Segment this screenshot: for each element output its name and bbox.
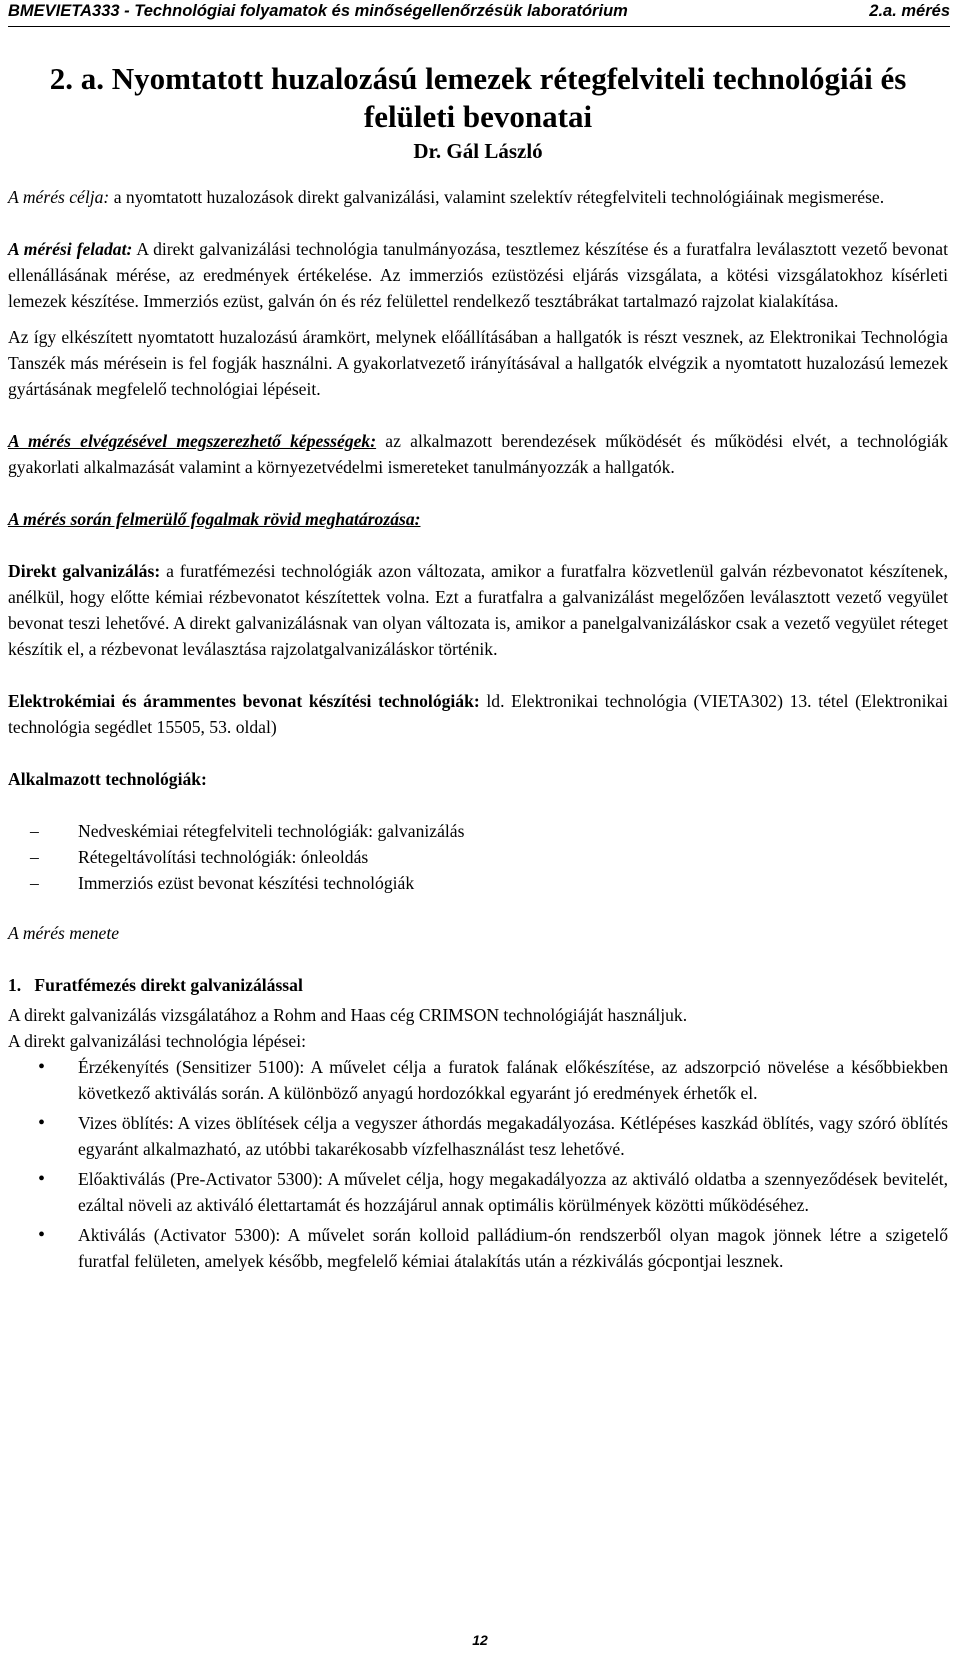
- section1-number: 1.: [8, 975, 22, 995]
- page-title: 2. a. Nyomtatott huzalozású lemezek rétegfelviteli technológiái és felületi bevonatai: [49, 61, 907, 134]
- dash-icon: –: [30, 847, 39, 867]
- goal-text: a nyomtatott huzalozások direkt galvanizálási, valamint szelektív rétegfelviteli technológiáinak megismerése.: [109, 187, 885, 207]
- list-item: • Érzékenyítés (Sensitizer 5100): A művelet célja a furatok falának előkészítése, az adszorpció növelése a későbbiekben következő aktiválás során. A különböző anyagú hordozókkal egyaránt jó eredmények érhetők el.: [38, 1056, 948, 1103]
- plating-steps-list: [8, 1054, 948, 1274]
- direct-plating-label: Direkt galvanizálás:: [8, 561, 161, 581]
- author: Dr. Gál László: [413, 139, 543, 163]
- list-item: • Aktiválás (Activator 5300): A művelet során kolloid palládium-ón rendszerből olyan magok jönnek létre a szigetelő furatfal felületen, amelyek később, megfelelő kémiai átalakítás után a rézkiválás gócpontjai lesznek.: [38, 1224, 948, 1271]
- section1-intro2: A direkt galvanizálási technológia lépései:: [8, 1031, 307, 1051]
- applied-heading: Alkalmazott technológiák:: [8, 769, 207, 789]
- running-header: [8, 0, 950, 27]
- direct-plating-text: a furatfémezési technológiák azon változata, amikor a furatfalra közvetlenül galván rézbevonatot készítenek, anélkül, hogy előtte kémiai rézbevonatot készítettek volna. Ezt a furatfalra a galvanizálást megelőzően leválasztott vezető vegyület bevonat teszi lehetővé. A direkt galvanizálásnak van olyan változata is, amikor a panelgalvanizáláskor csak a vezető vegyület réteget készítik el, a rézbevonat leválasztása rajzolatgalvanizáláskor történik.: [8, 561, 948, 659]
- task-paragraph: [8, 236, 948, 314]
- dash-icon: –: [30, 873, 39, 893]
- main-content: [8, 60, 948, 1278]
- list-item: – Nedveskémiai rétegfelviteli technológiák: galvanizálás: [8, 818, 948, 844]
- skills-paragraph: [8, 428, 948, 480]
- section1-intro1: A direkt galvanizálás vizsgálatához a Rohm and Haas cég CRIMSON technológiáját használjuk.: [8, 1005, 688, 1025]
- section1-title: Furatfémezés direkt galvanizálással: [34, 975, 303, 995]
- procedure-heading: A mérés menete: [8, 923, 120, 943]
- bullet-icon: •: [38, 1112, 46, 1134]
- list-item: – Immerziós ezüst bevonat készítési technológiák: [8, 870, 948, 896]
- electrochem-label: Elektrokémiai és árammentes bevonat készítési technológiák:: [8, 691, 480, 711]
- board-paragraph: Az így elkészített nyomtatott huzalozású áramkört, melynek előállításában a hallgatók is részt vesznek, az Elektronikai Technológia Tanszék más mérésein is fel fogják használni. A gyakorlatvezető irányításával a hallgatók elvégzik a nyomtatott huzalozású lemezek gyártásának megfelelő technológiai lépéseit.: [8, 327, 948, 399]
- goal-paragraph: [8, 184, 948, 210]
- skills-text: az alkalmazott berendezések működését és működési elvét, a technológiák gyakorlati alkalmazását valamint a környezetvédelmi ismereteket tanulmányozzák a hallgatók.: [8, 431, 948, 477]
- section1-heading: [8, 972, 948, 998]
- skills-label: A mérés elvégzésével megszerezhető képességek:: [8, 431, 377, 451]
- applied-technologies-list: [8, 818, 948, 896]
- bullet-icon: •: [38, 1056, 46, 1078]
- goal-label: A mérés célja:: [8, 187, 110, 207]
- electrochem-text: ld. Elektronikai technológia (VIETA302) 13. tétel (Elektronikai technológia segédlet 15505, 53. oldal): [8, 691, 948, 737]
- electrochem-paragraph: [8, 688, 948, 740]
- page-number: 12: [472, 1632, 488, 1648]
- direct-plating-paragraph: [8, 558, 948, 662]
- header-course-title: BMEVIETA333 - Technológiai folyamatok és minőségellenőrzésük laboratórium: [8, 2, 628, 20]
- bullet-icon: •: [38, 1168, 46, 1190]
- list-item: • Vizes öblítés: A vizes öblítések célja a vegyszer áthordás megakadályozása. Kétlépéses kaszkád öblítés, vagy szóró öblítés egyaránt alkalmazható, az utóbbi takarékosabb vízfelhasználást tesz lehetővé.: [38, 1112, 948, 1159]
- dash-icon: –: [30, 821, 39, 841]
- task-label: A mérési feladat:: [8, 239, 133, 259]
- task-text: A direkt galvanizálási technológia tanulmányozása, tesztlemez készítése és a furatfalra leválasztott vezető bevonat ellenállásának mérése, az eredmények értékelése. Az immerziós ezüstözési eljárás vizsgálata, a kötési vizsgálatokhoz kísérleti lemezek készítése. Immerziós ezüst, galván ón és réz felülettel rendelkező tesztábrákat tartalmazó rajzolat kialakítása.: [8, 239, 948, 311]
- list-item: – Rétegeltávolítási technológiák: ónleoldás: [8, 844, 948, 870]
- list-item: • Előaktiválás (Pre-Activator 5300): A művelet célja, hogy megakadályozza az aktiváló oldatba a szennyeződések bevitelét, ezáltal növeli az aktiváló élettartamát és hozzájárul annak optimális körülmények közötti működéséhez.: [38, 1168, 948, 1215]
- concepts-heading: A mérés során felmerülő fogalmak rövid meghatározása:: [8, 509, 421, 529]
- header-measurement-id: 2.a. mérés: [869, 2, 950, 20]
- bullet-icon: •: [38, 1224, 46, 1246]
